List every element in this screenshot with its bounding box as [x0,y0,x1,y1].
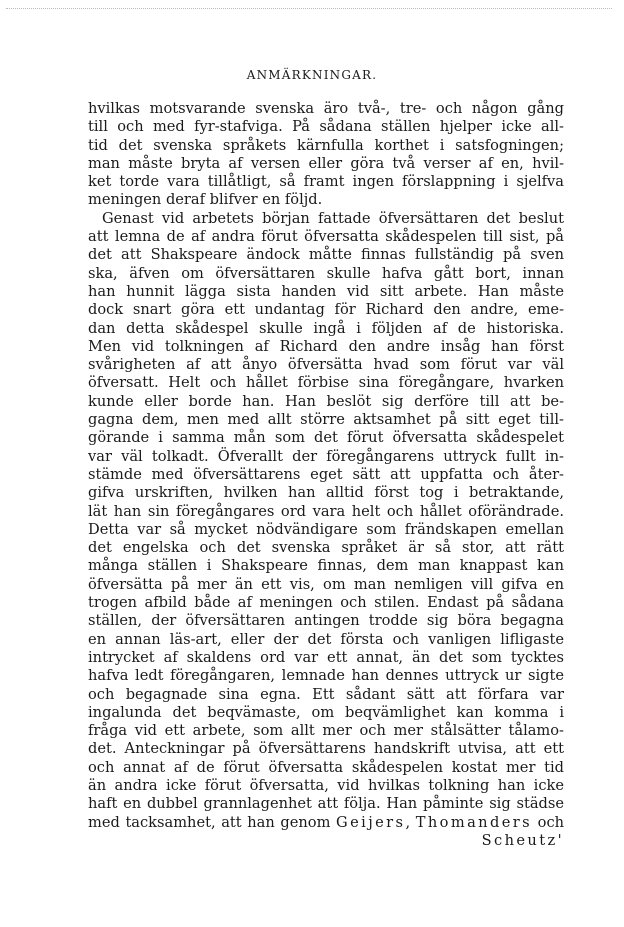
text-line: haft en dubbel grannlagenhet att följa. Han påminte sig städse [88,795,564,813]
text-line: det engelska och det svenska språket är så stor, att rätt [88,539,564,557]
text-line: dan detta skådespel skulle ingå i följden af de historiska. [88,319,564,337]
text-line: stämde med öfversättarens eget sätt att uppfatta och åter- [88,465,564,483]
text-line: ska, äfven om öfversättaren skulle hafva gått bort, innan [88,264,564,282]
page-top-edge [6,8,612,9]
text-line: till och med fyr-stafviga. På sådana ställen hjelper icke all- [88,118,564,136]
text-line: Detta var så mycket nödvändigare som frändskapen emellan [88,520,564,538]
text-line: att lemna de af andra förut öfversatta skådespelen till sist, på [88,228,564,246]
text-line: hafva ledt föregångaren, lemnade han dennes uttryck ur sigte [88,667,564,685]
text-line: man måste bryta af versen eller göra två verser af en, hvil- [88,154,564,172]
text-line: meningen deraf blifver en följd. [88,191,323,209]
text-line: trogen afbild både af meningen och stilen. Endast på sådana [88,594,564,612]
name-thomander: Thomanders [415,813,533,831]
paragraph-2 [88,210,564,814]
text-line: ket torde vara tillåtligt, så framt ingen förslappning i sjelfva [88,173,564,191]
text-line: och begagnade sina egna. Ett sådant sätt att förfara var [88,685,564,703]
catchword: Scheutz' [481,831,564,849]
name-geijer: Geijers [336,813,406,831]
text-line: och annat af de förut öfversatta skådespelen kostat mer tid [88,758,564,776]
text-line: öfversatt. Helt och hållet förbise sina föregångare, hvarken [88,374,564,392]
text-line: gagna dem, men med allt större aktsamhet på sitt eget till- [88,411,564,429]
text-line: ingalunda det beqvämaste, om beqvämlighet kan komma i [88,703,564,721]
body-text [88,100,564,850]
text-line: gifva urskriften, hvilken han alltid först tog i betraktande, [88,484,564,502]
text-line: det. Anteckningar på öfversättarens handskrift utvisa, att ett [88,740,564,758]
page-header: ANMÄRKNINGAR. [246,68,378,82]
text-line: än andra icke förut öfversatta, vid hvilkas tolkning han icke [88,776,564,794]
text-line: görande i samma mån som det förut öfversatta skådespelet [88,429,564,447]
text-line: intrycket af skaldens ord var ett annat, än det som tycktes [88,648,564,666]
text-line: Men vid tolkningen af Richard den andre insåg han först [88,337,564,355]
text-line: ställen, der öfversättaren antingen trodde sig böra begagna [88,612,564,630]
paragraph-1 [88,100,564,210]
text-line: tid det svenska språkets kärnfulla korthet i satsfogningen; [88,136,564,154]
text-line: det att Shakspeare ändock måtte finnas fullständig på sven [88,246,564,264]
text-line: lät han sin föregångares ord vara helt och hållet oförändrade. [88,502,564,520]
text-line: en annan läs-art, eller der det första och vanligen lifligaste [88,630,564,648]
text-line: öfversätta på mer än ett vis, om man nemligen vill gifva en [88,575,564,593]
text-line-last: med tacksamhet, att han genom Geijers, Thomanders och [88,813,565,831]
text-line: fråga vid ett arbete, som allt mer och mer stålsätter tålamo- [88,722,564,740]
text-line: många ställen i Shakspeare finnas, dem man knappast kan [88,557,564,575]
text-line: kunde eller borde han. Han beslöt sig derföre till att be- [88,392,564,410]
text-line: var väl tolkadt. Öfverallt der föregångarens uttryck fullt in- [88,447,564,465]
text-line: svårigheten af att ånyo öfversätta hvad som förut var väl [88,356,564,374]
text-line: han hunnit lägga sista handen vid sitt arbete. Han måste [88,282,564,300]
text-line: dock snart göra ett undantag för Richard den andre, eme- [88,301,564,319]
text-line: hvilkas motsvarande svenska äro två-, tre- och någon gång [88,100,564,117]
text-line: Genast vid arbetets början fattade öfversättaren det beslut [102,209,564,227]
